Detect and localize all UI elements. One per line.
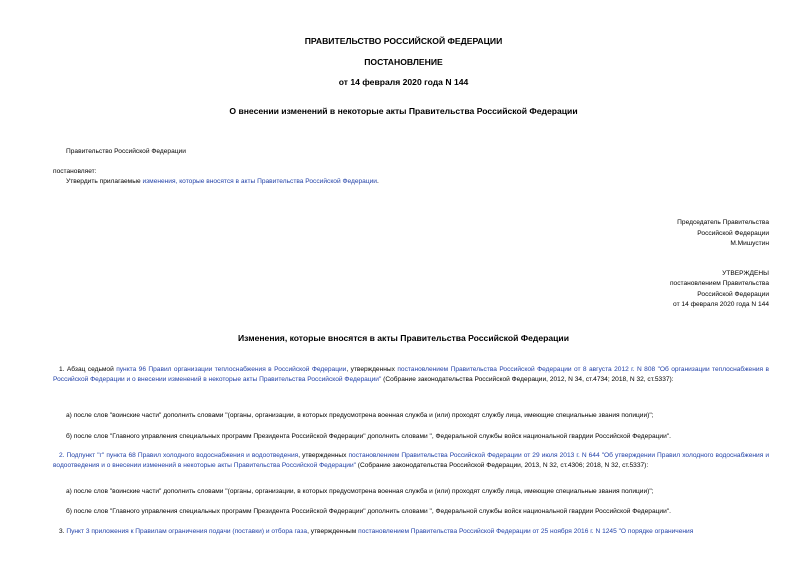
approve-line [66, 177, 379, 186]
approved-by: постановлением Правительства [669, 280, 769, 287]
signature-name: М.Мишустин [730, 240, 769, 247]
signature-country: Российской Федерации [697, 230, 769, 237]
item-1-text: 1. Абзац седьмой [59, 366, 117, 373]
approve-text: Утвердить прилагаемые [66, 178, 143, 185]
item-2-link-decree[interactable]: постановлением Правительства Российской Федерации от 29 июля 2013 г. N 644 "Об утверждении Правил холодного водоснабжения и водоотведения и о внесении изменений в некоторые акты Правительства Российской Федерации" [53, 452, 769, 469]
item-2b: б) после слов "Главного управления специальных программ Президента Российской Федерации" дополнить словами ", Федеральной службы войск национальной гвардии Российской Федерации". [66, 508, 671, 515]
changes-title: Изменения, которые вносятся в акты Правительства Российской Федерации [237, 333, 569, 343]
item-2 [53, 451, 769, 470]
item-1 [53, 365, 769, 384]
preamble-government: Правительство Российской Федерации [66, 148, 186, 155]
signature-position: Председатель Правительства [677, 219, 769, 226]
item-2a: а) после слов "воинские части" дополнить словами "(органы, организации, в которых предусмотрена военная служба и (или) проходят службу лица, имеющие специальные звания полиции)"; [66, 488, 654, 495]
item-2-link-rule[interactable]: 2. Подпункт "г" пункта 68 Правил холодного водоснабжения и водоотведения [59, 452, 299, 459]
preamble-decides: постановляет: [53, 168, 97, 175]
approved-label: УТВЕРЖДЕНЫ [722, 270, 769, 277]
item-3-num: 3. [59, 528, 67, 535]
item-1-mid: , утвержденных [346, 366, 398, 373]
document-type: ПОСТАНОВЛЕНИЕ [364, 57, 443, 67]
item-1-source: (Собрание законодательства Российской Федерации, 2012, N 34, ст.4734; 2018, N 32, ст.5337): [381, 375, 674, 383]
approved-country: Российской Федерации [697, 291, 769, 298]
document-date: от 14 февраля 2020 года N 144 [338, 77, 469, 87]
item-3-mid: , утвержденным [307, 528, 359, 535]
item-3-link-decree[interactable]: постановлением Правительства Российской Федерации от 25 ноября 2016 г. N 1245 "О порядке ограничения [358, 528, 694, 535]
item-1-link-decree[interactable]: постановлением Правительства Российской Федерации от 8 августа 2012 г. N 808 "Об организации теплоснабжения в Российской Федерации и о внесении изменений в некоторые акты Правительства Российской Федерации" [53, 366, 769, 383]
item-1-link-rule[interactable]: пункта 96 Правил организации теплоснабжения в Российской Федерации [116, 366, 347, 373]
approved-date: от 14 февраля 2020 года N 144 [673, 301, 769, 308]
item-1a: а) после слов "воинские части" дополнить словами "(органы, организации, в которых предусмотрена военная служба и (или) проходят службу лица, имеющие специальные звания полиции)"; [66, 412, 654, 419]
item-2-mid: , утвержденных [298, 452, 349, 459]
government-heading: ПРАВИТЕЛЬСТВО РОССИЙСКОЙ ФЕДЕРАЦИИ [304, 36, 503, 46]
approve-link[interactable]: изменения, которые вносятся в акты Правительства Российской Федерации [142, 178, 377, 185]
approve-end: . [376, 178, 379, 185]
document-title: О внесении изменений в некоторые акты Правительства Российской Федерации [229, 106, 578, 116]
item-2-source: (Собрание законодательства Российской Федерации, 2013, N 32, ст.4306; 2018, N 32, ст.5337): [355, 461, 649, 469]
item-3 [53, 527, 769, 536]
item-1b: б) после слов "Главного управления специальных программ Президента Российской Федерации" дополнить словами ", Федеральной службы войск национальной гвардии Российской Федерации". [66, 433, 671, 440]
item-3-link-rule[interactable]: Пункт 3 приложения к Правилам ограничения подачи (поставки) и отбора газа [66, 528, 308, 535]
